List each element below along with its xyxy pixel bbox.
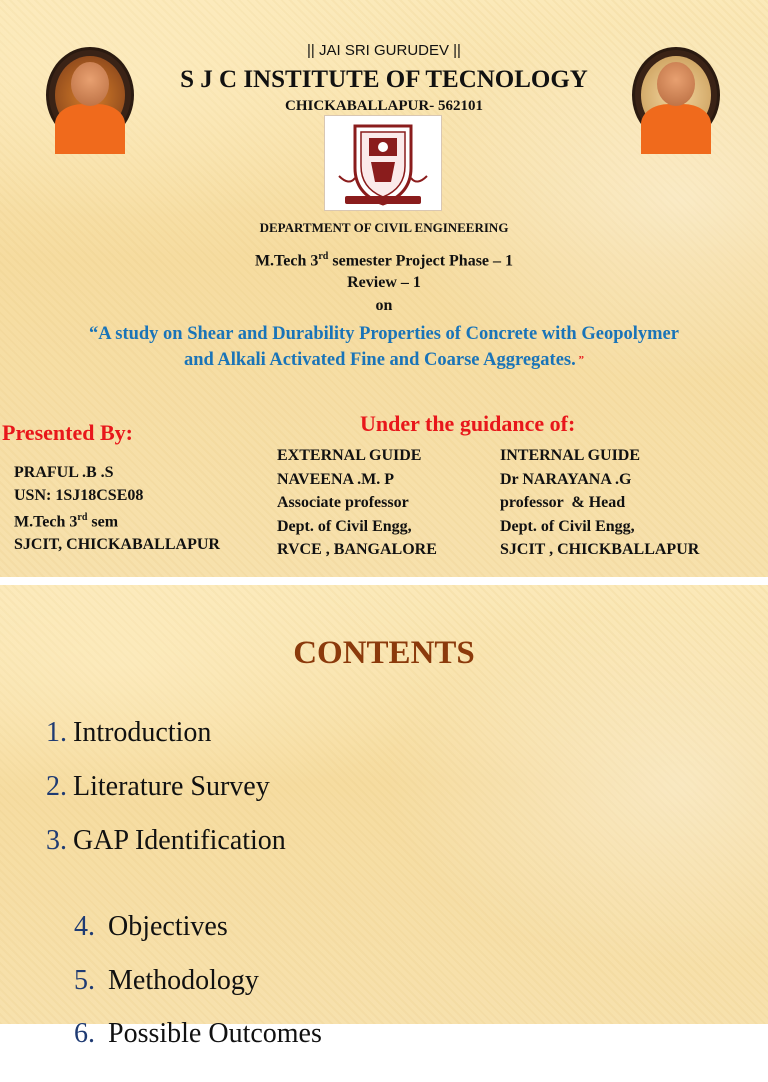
internal-guide-name: Dr NARAYANA .G xyxy=(500,470,632,488)
student-name: PRAFUL .B .S xyxy=(14,464,114,481)
institute-name: S J C INSTITUTE OF TECNOLOGY xyxy=(180,66,588,93)
contents-item-literature-survey xyxy=(46,771,270,803)
on-label: on xyxy=(375,297,393,314)
student-college: SJCIT, CHICKABALLAPUR xyxy=(14,535,220,553)
contents-item-label: Methodology xyxy=(101,965,259,996)
student-sem-prefix: M.Tech 3 xyxy=(14,513,78,531)
contents-item-number: 4. xyxy=(74,911,95,942)
student-sem xyxy=(14,507,220,534)
contents-slide xyxy=(0,585,768,1049)
contents-item-label: Possible Outcomes xyxy=(101,1018,322,1049)
review-label: Review – 1 xyxy=(347,274,421,291)
project-title-line2-wrap xyxy=(0,350,768,371)
contents-item-label: GAP Identification xyxy=(73,825,286,856)
internal-guide-org: SJCIT , CHICKBALLAPUR xyxy=(500,541,700,558)
swamiji-portrait-right-icon xyxy=(632,47,720,143)
external-guide-org: RVCE , BANGALORE xyxy=(277,541,437,558)
guru-portrait-left-icon xyxy=(46,47,134,143)
college-emblem-icon xyxy=(324,115,442,211)
contents-item-number: 6. xyxy=(74,1018,95,1049)
invocation-text: || JAI SRI GURUDEV || xyxy=(307,42,461,59)
contents-item-label: Introduction xyxy=(73,717,212,748)
department-name: DEPARTMENT OF CIVIL ENGINEERING xyxy=(259,220,509,235)
contents-item-label: Objectives xyxy=(101,911,228,942)
contents-item-introduction xyxy=(46,717,211,749)
project-title-line1: “A study on Shear and Durability Properties of Concrete with Geopolymer xyxy=(89,324,679,344)
contents-item-number: 5. xyxy=(74,965,95,996)
contents-heading: CONTENTS xyxy=(293,635,475,671)
internal-guide-block xyxy=(500,444,699,562)
student-block xyxy=(14,462,220,556)
presented-by-heading: Presented By: xyxy=(2,420,133,445)
course-prefix: M.Tech 3 xyxy=(254,252,319,270)
external-guide-designation: Associate professor xyxy=(277,494,409,511)
institute-location: CHICKABALLAPUR- 562101 xyxy=(285,98,483,114)
contents-item-label: Literature Survey xyxy=(73,771,270,802)
internal-guide-dept: Dept. of Civil Engg, xyxy=(500,517,635,535)
external-guide-block xyxy=(277,444,437,562)
internal-guide-designation: professor & Head xyxy=(500,494,626,511)
course-sup: rd xyxy=(318,251,329,262)
contents-item-number: 2. xyxy=(46,771,67,802)
guidance-heading: Under the guidance of: xyxy=(360,411,576,436)
contents-item-gap-identification xyxy=(46,825,286,857)
external-guide-name: NAVEENA .M. P xyxy=(277,470,395,488)
student-sem-sup: rd xyxy=(77,512,88,523)
course-suffix: semester Project Phase – 1 xyxy=(328,252,514,270)
student-sem-suffix: sem xyxy=(87,513,119,531)
contents-item-number: 1. xyxy=(46,717,67,748)
external-guide-heading: EXTERNAL GUIDE xyxy=(277,447,422,464)
course-line xyxy=(0,251,768,270)
slide-separator xyxy=(0,577,768,585)
project-title-close-quote: ” xyxy=(575,354,584,366)
project-title-line2: and Alkali Activated Fine and Coarse Aggregates. xyxy=(183,350,576,370)
contents-item-number: 3. xyxy=(46,825,67,856)
contents-item-possible-outcomes xyxy=(46,986,322,1082)
student-usn: USN: 1SJ18CSE08 xyxy=(14,486,144,504)
external-guide-dept: Dept. of Civil Engg, xyxy=(277,517,412,535)
internal-guide-heading: INTERNAL GUIDE xyxy=(500,447,641,464)
